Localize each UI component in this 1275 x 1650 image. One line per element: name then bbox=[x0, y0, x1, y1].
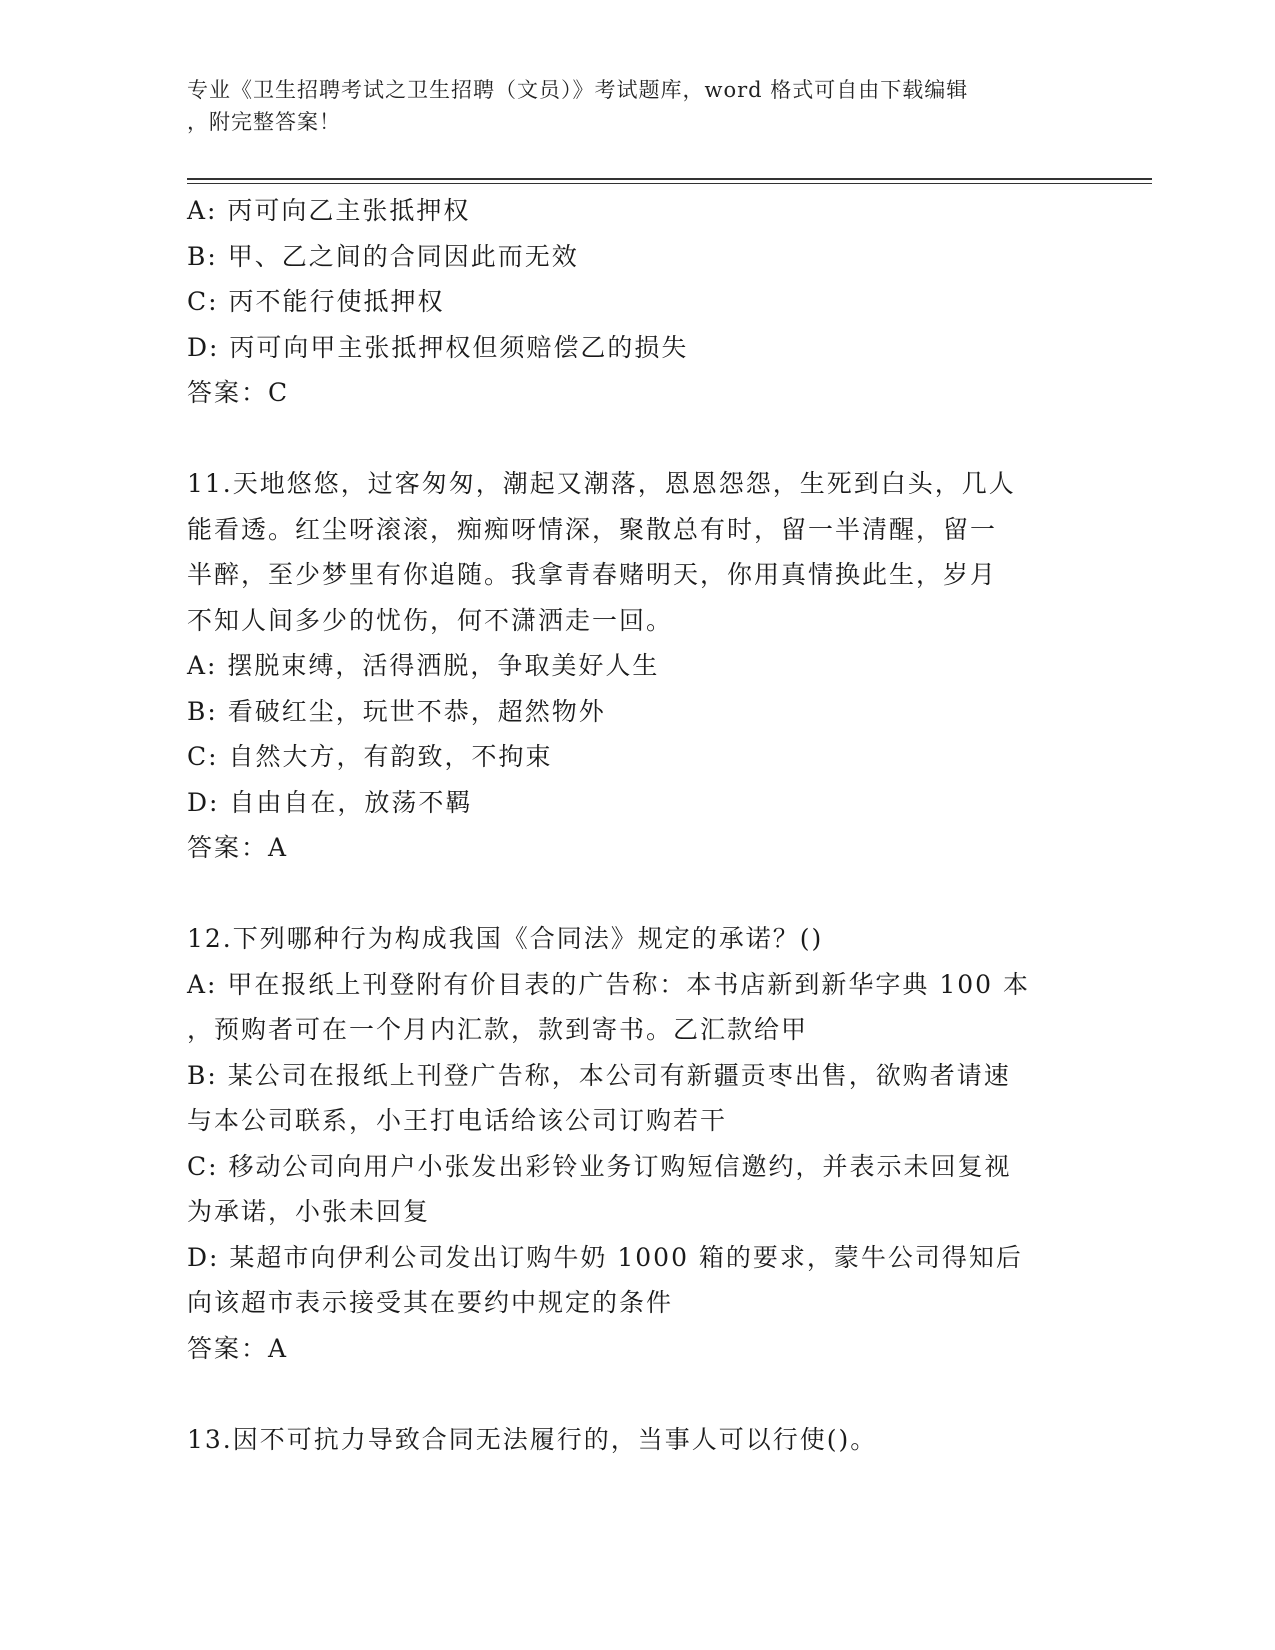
question-11-answer: 答案：A bbox=[187, 833, 289, 862]
header-divider-thick bbox=[187, 178, 1152, 180]
question-12-stem: 12.下列哪种行为构成我国《合同法》规定的承诺？() bbox=[187, 924, 824, 953]
option-b-line: B: 某公司在报纸上刊登广告称，本公司有新疆贡枣出售，欲购者请速 bbox=[187, 1060, 1011, 1090]
question-11 bbox=[187, 461, 1077, 871]
option-b: B: 看破红尘，玩世不恭，超然物外 bbox=[187, 696, 606, 726]
question-11-stem-line: 能看透。红尘呀滚滚，痴痴呀情深，聚散总有时，留一半清醒，留一 bbox=[187, 514, 998, 544]
option-a-line: A: 甲在报纸上刊登附有价目表的广告称：本书店新到新华字典 100 本 bbox=[187, 969, 1031, 999]
question-12-answer: 答案：A bbox=[187, 1333, 289, 1363]
option-d-line: D: 某超市向伊利公司发出订购牛奶 1000 箱的要求，蒙牛公司得知后 bbox=[187, 1242, 1023, 1272]
question-content bbox=[187, 188, 1077, 1462]
spacer bbox=[187, 1371, 1077, 1417]
question-11-stem-line: 11.天地悠悠，过客匆匆，潮起又潮落，恩恩怨怨，生死到白头，几人 bbox=[187, 469, 1016, 498]
option-c-line: C: 移动公司向用户小张发出彩铃业务订购短信邀约，并表示未回复视 bbox=[187, 1151, 1012, 1181]
option-a: A: 摆脱束缚，活得洒脱，争取美好人生 bbox=[187, 651, 660, 680]
option-b: B: 甲、乙之间的合同因此而无效 bbox=[187, 241, 579, 271]
option-c: C: 丙不能行使抵押权 bbox=[187, 287, 445, 316]
question-13 bbox=[187, 1417, 1077, 1463]
option-a: A: 丙可向乙主张抵押权 bbox=[187, 196, 471, 225]
question-12 bbox=[187, 916, 1077, 1371]
question-10-options bbox=[187, 188, 1077, 370]
question-11-stem-line: 半醉，至少梦里有你追随。我拿青春赌明天，你用真情换此生，岁月 bbox=[187, 560, 998, 589]
header-line-2: ，附完整答案！ bbox=[187, 110, 341, 134]
option-c-line: 为承诺，小张未回复 bbox=[187, 1197, 431, 1226]
header-divider-thin bbox=[187, 183, 1152, 184]
option-b-line: 与本公司联系，小王打电话给该公司订购若干 bbox=[187, 1106, 728, 1135]
question-13-stem: 13.因不可抗力导致合同无法履行的，当事人可以行使()。 bbox=[187, 1424, 878, 1454]
question-10-answer: 答案：C bbox=[187, 378, 290, 407]
option-c: C: 自然大方，有韵致，不拘束 bbox=[187, 742, 553, 771]
document-header bbox=[187, 74, 1067, 138]
option-d: D: 自由自在，放荡不羁 bbox=[187, 787, 473, 817]
spacer bbox=[187, 416, 1077, 462]
question-11-stem-line: 不知人间多少的忧伤，何不潇洒走一回。 bbox=[187, 605, 674, 635]
option-a-line: ，预购者可在一个月内汇款，款到寄书。乙汇款给甲 bbox=[187, 1015, 809, 1044]
option-d-line: 向该超市表示接受其在要约中规定的条件 bbox=[187, 1288, 674, 1317]
option-d: D: 丙可向甲主张抵押权但须赔偿乙的损失 bbox=[187, 332, 689, 362]
header-line-1: 专业《卫生招聘考试之卫生招聘（文员）》考试题库，word 格式可自由下载编辑 bbox=[187, 78, 969, 102]
spacer bbox=[187, 871, 1077, 917]
